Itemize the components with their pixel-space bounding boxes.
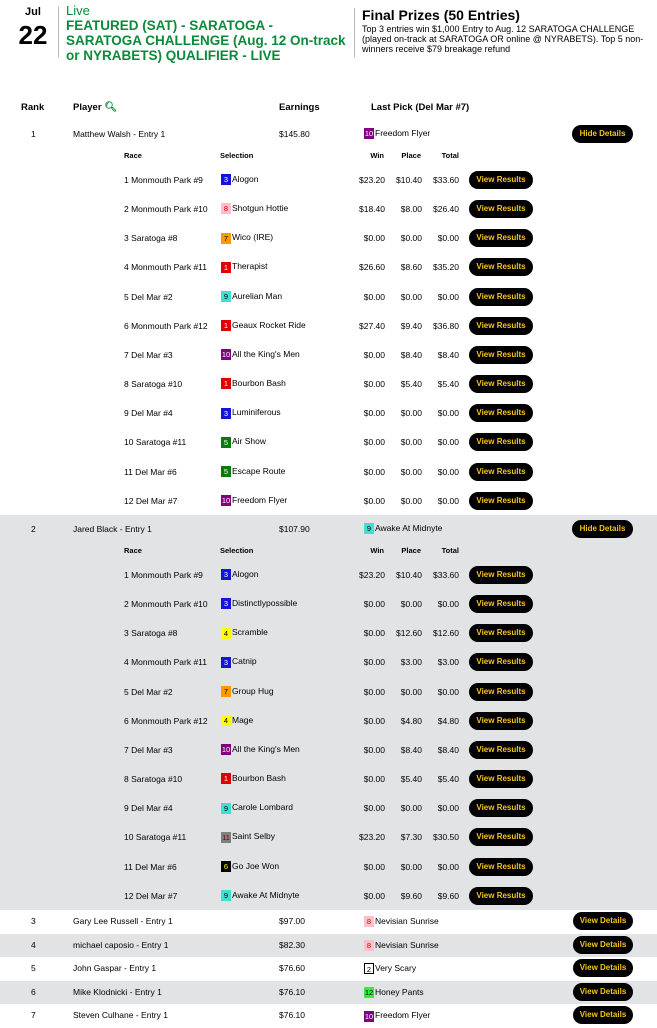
selection (221, 802, 293, 813)
program-number-badge: 3 (221, 569, 231, 580)
selection (221, 569, 258, 580)
hide-details-button[interactable]: Hide Details (572, 125, 633, 143)
program-number-badge: 10 (364, 1011, 374, 1021)
selection-name: Freedom Flyer (375, 128, 431, 138)
selection (221, 407, 281, 418)
prizes-info (362, 7, 650, 54)
selection (221, 378, 286, 389)
race-name: 9 Del Mar #4 (124, 408, 173, 419)
place-column-header: Place (401, 546, 421, 555)
total-amount: $12.60 (433, 628, 459, 639)
selection (221, 203, 288, 214)
divider (354, 8, 355, 58)
divider (58, 6, 59, 58)
program-number-badge: 3 (221, 174, 231, 185)
selection (221, 890, 299, 901)
selection-name: Therapist (232, 261, 268, 272)
selection-name: Wico (IRE) (232, 232, 274, 243)
race-name: 7 Del Mar #3 (124, 744, 173, 755)
total-amount: $0.00 (437, 686, 459, 697)
earnings: $76.10 (279, 986, 305, 997)
total-amount: $5.40 (437, 379, 459, 390)
win-column-header: Win (370, 546, 384, 555)
view-results-button[interactable]: View Results (469, 858, 533, 876)
race-name: 6 Monmouth Park #12 (124, 715, 208, 726)
selection (221, 744, 300, 755)
player-name: Steven Culhane - Entry 1 (73, 1010, 168, 1021)
program-number-badge: 9 (221, 890, 231, 901)
standings-row (0, 515, 657, 910)
player-name: John Gaspar - Entry 1 (73, 963, 157, 974)
player-name: michael caposio - Entry 1 (73, 939, 169, 950)
selection (364, 916, 439, 927)
selection-name: Nevisian Sunrise (375, 916, 439, 926)
program-number-badge: 10 (221, 496, 231, 505)
rank: 4 (31, 939, 36, 950)
selection-name: Group Hug (232, 685, 274, 696)
place-amount: $0.00 (400, 466, 422, 477)
view-results-button[interactable]: View Results (469, 653, 533, 671)
view-results-button[interactable]: View Results (469, 171, 533, 189)
win-amount: $0.00 (363, 890, 385, 901)
selection-name: Awake At Midnyte (375, 523, 443, 533)
selection (364, 1010, 430, 1021)
place-amount: $0.00 (400, 408, 422, 419)
selection (364, 523, 442, 534)
event-date (12, 6, 54, 49)
view-results-button[interactable]: View Results (469, 200, 533, 218)
win-amount: $0.00 (363, 774, 385, 785)
program-number-badge: 1 (221, 262, 231, 273)
selection-name: Bourbon Bash (232, 378, 286, 389)
win-amount: $0.00 (363, 715, 385, 726)
program-number-badge: 7 (221, 686, 231, 697)
selection-name: Awake At Midnyte (232, 889, 300, 900)
win-amount: $0.00 (363, 408, 385, 419)
total-amount: $35.20 (433, 262, 459, 273)
selection (221, 773, 286, 784)
selection-name: Luminiferous (232, 407, 281, 418)
selection (221, 831, 275, 842)
total-amount: $0.00 (437, 803, 459, 814)
total-amount: $0.00 (437, 291, 459, 302)
rank: 1 (31, 129, 36, 139)
race-name: 11 Del Mar #6 (124, 466, 177, 477)
last-pick-header: Last Pick (Del Mar #7) (371, 102, 470, 113)
race-name: 9 Del Mar #4 (124, 803, 173, 814)
place-amount: $3.00 (400, 657, 422, 668)
race-name: 3 Saratoga #8 (124, 628, 178, 639)
race-name: 5 Del Mar #2 (124, 686, 173, 697)
place-amount: $9.40 (400, 320, 422, 331)
total-column-header: Total (441, 151, 459, 160)
win-amount: $0.00 (363, 233, 385, 244)
selection (221, 291, 282, 302)
place-amount: $4.80 (400, 715, 422, 726)
player-name: Matthew Walsh - Entry 1 (73, 129, 166, 139)
race-name: 4 Monmouth Park #11 (124, 657, 207, 668)
earnings: $145.80 (279, 129, 310, 139)
rank: 6 (31, 986, 36, 997)
selection-name: Alogon (232, 174, 259, 184)
event-header (0, 0, 657, 80)
selection (221, 495, 287, 506)
place-amount: $9.60 (400, 890, 422, 901)
standings-row (0, 1004, 657, 1028)
selection (364, 128, 430, 139)
place-amount: $12.60 (396, 628, 422, 639)
hide-details-button[interactable]: Hide Details (572, 520, 633, 538)
total-column-header: Total (441, 546, 459, 555)
program-number-badge: 1 (221, 378, 231, 389)
selection-name: Aurelian Man (232, 290, 283, 301)
total-amount: $8.40 (437, 349, 459, 360)
win-amount: $0.00 (363, 437, 385, 448)
race-name: 1 Monmouth Park #9 (124, 175, 203, 185)
selection-name: Catnip (232, 656, 257, 667)
selection-name: Shotgun Hottie (232, 203, 289, 214)
earnings: $82.30 (279, 939, 305, 950)
win-amount: $0.00 (363, 349, 385, 360)
program-number-badge: 4 (221, 628, 231, 639)
view-results-button[interactable]: View Results (469, 624, 533, 642)
program-number-badge: 4 (221, 715, 231, 726)
standings-row (0, 120, 657, 515)
selection (221, 686, 274, 697)
race-column-header: Race (124, 546, 142, 555)
win-amount: $0.00 (363, 291, 385, 302)
win-amount: $0.00 (363, 379, 385, 390)
race-name: 2 Monmouth Park #10 (124, 204, 208, 215)
place-amount: $7.30 (400, 832, 422, 843)
win-amount: $0.00 (363, 803, 385, 814)
player-name: Gary Lee Russell - Entry 1 (73, 916, 173, 926)
win-amount: $27.40 (359, 320, 385, 331)
selection-name: Geaux Rocket Ride (232, 319, 306, 330)
total-amount: $26.40 (433, 204, 459, 215)
view-details-button[interactable]: View Details (573, 936, 633, 954)
view-results-button[interactable]: View Results (469, 288, 533, 306)
rank: 3 (31, 916, 36, 926)
place-amount: $0.00 (400, 495, 422, 506)
selection (364, 940, 439, 951)
place-amount: $10.40 (396, 175, 422, 185)
rank: 5 (31, 963, 36, 974)
player-name: Mike Klodnicki - Entry 1 (73, 986, 162, 997)
selection-name: Air Show (232, 436, 267, 447)
total-amount: $30.50 (433, 832, 459, 843)
program-number-badge: 3 (221, 598, 231, 609)
place-amount: $0.00 (400, 291, 422, 302)
selection-name: Carole Lombard (232, 802, 293, 813)
rank-header: Rank (21, 102, 45, 113)
program-number-badge: 5 (221, 437, 231, 448)
selection-name: Very Scary (375, 963, 417, 974)
place-column-header: Place (401, 151, 421, 160)
standings-row (0, 981, 657, 1005)
race-name: 10 Saratoga #11 (124, 437, 187, 448)
view-results-button[interactable]: View Results (469, 317, 533, 335)
player-header (73, 102, 117, 116)
live-status: Live (66, 3, 90, 18)
race-name: 11 Del Mar #6 (124, 861, 177, 872)
win-amount: $23.20 (359, 175, 385, 185)
selection (221, 436, 266, 447)
view-results-button[interactable]: View Results (469, 741, 533, 759)
total-amount: $4.80 (437, 715, 459, 726)
view-results-button[interactable]: View Results (469, 463, 533, 481)
race-name: 6 Monmouth Park #12 (124, 320, 208, 331)
view-results-button[interactable]: View Results (469, 712, 533, 730)
place-amount: $8.40 (400, 349, 422, 360)
race-name: 1 Monmouth Park #9 (124, 570, 203, 580)
win-amount: $26.60 (359, 262, 385, 273)
program-number-badge: 8 (221, 203, 231, 214)
view-details-button[interactable]: View Details (573, 1006, 633, 1024)
selection-name: Mage (232, 714, 254, 725)
view-results-button[interactable]: View Results (469, 770, 533, 788)
selection-name: Freedom Flyer (375, 1010, 431, 1021)
standings-row (0, 934, 657, 958)
win-amount: $23.20 (359, 832, 385, 843)
view-results-button[interactable]: View Results (469, 828, 533, 846)
selection (221, 232, 273, 243)
place-amount: $0.00 (400, 599, 422, 610)
win-amount: $0.00 (363, 599, 385, 610)
rank: 7 (31, 1010, 36, 1021)
place-amount: $0.00 (400, 861, 422, 872)
program-number-badge: 9 (364, 523, 374, 534)
event-day: 22 (18, 20, 48, 50)
selection (221, 466, 285, 477)
selection-name: Nevisian Sunrise (375, 939, 439, 950)
view-details-button[interactable]: View Details (573, 983, 633, 1001)
program-number-badge: 1 (221, 320, 231, 331)
total-amount: $9.60 (437, 890, 459, 901)
view-results-button[interactable]: View Results (469, 258, 533, 276)
selection (221, 261, 267, 272)
earnings: $76.60 (279, 963, 305, 974)
selection (364, 987, 424, 998)
view-results-button[interactable]: View Results (469, 229, 533, 247)
selection (221, 598, 297, 609)
prizes-title: Final Prizes (50 Entries) (362, 7, 520, 23)
program-number-badge: 10 (364, 129, 374, 139)
search-icon[interactable]: 🔍︎ (104, 102, 118, 113)
win-amount: $0.00 (363, 861, 385, 872)
view-results-button[interactable]: View Results (469, 887, 533, 905)
race-name: 12 Del Mar #7 (124, 495, 178, 506)
place-amount: $5.40 (400, 774, 422, 785)
earnings: $107.90 (279, 524, 310, 534)
place-amount: $0.00 (400, 437, 422, 448)
total-amount: $5.40 (437, 774, 459, 785)
win-amount: $0.00 (363, 686, 385, 697)
standings-row (0, 957, 657, 981)
race-column-header: Race (124, 151, 142, 160)
race-name: 8 Saratoga #10 (124, 379, 183, 390)
selection-name: Honey Pants (375, 986, 424, 997)
win-amount: $0.00 (363, 628, 385, 639)
race-name: 4 Monmouth Park #11 (124, 262, 207, 273)
selection (221, 174, 258, 185)
program-number-badge: 9 (221, 803, 231, 814)
event-title: FEATURED (SAT) - SARATOGA - SARATOGA CHALLENGE (Aug. 12 On-track or NYRABETS) QUALIFIER - LIVE (66, 18, 346, 63)
place-amount: $5.40 (400, 379, 422, 390)
win-amount: $18.40 (359, 204, 385, 215)
place-amount: $0.00 (400, 686, 422, 697)
event-month: Jul (25, 6, 41, 18)
program-number-badge: 9 (221, 291, 231, 302)
place-amount: $10.40 (396, 570, 422, 580)
program-number-badge: 5 (221, 466, 231, 477)
total-amount: $3.00 (437, 657, 459, 668)
view-results-button[interactable]: View Results (469, 566, 533, 584)
total-amount: $8.40 (437, 744, 459, 755)
place-amount: $0.00 (400, 233, 422, 244)
race-name: 7 Del Mar #3 (124, 349, 173, 360)
total-amount: $33.60 (433, 175, 459, 185)
player-name: Jared Black - Entry 1 (73, 524, 152, 534)
total-amount: $0.00 (437, 861, 459, 872)
program-number-badge: 10 (221, 745, 231, 755)
view-results-button[interactable]: View Results (469, 375, 533, 393)
selection-name: All the King's Men (232, 348, 300, 359)
view-results-button[interactable]: View Results (469, 346, 533, 364)
program-number-badge: 7 (221, 233, 231, 244)
earnings: $97.00 (279, 916, 305, 926)
place-amount: $8.60 (400, 262, 422, 273)
earnings: $76.10 (279, 1010, 305, 1021)
program-number-badge: 8 (364, 916, 374, 927)
total-amount: $0.00 (437, 495, 459, 506)
selection-name: Escape Route (232, 465, 286, 476)
view-results-button[interactable]: View Results (469, 492, 533, 510)
selection-name: Distinctlypossible (232, 598, 298, 609)
program-number-badge: 2 (364, 963, 374, 974)
race-name: 2 Monmouth Park #10 (124, 599, 208, 610)
race-name: 8 Saratoga #10 (124, 774, 183, 785)
place-amount: $8.00 (400, 204, 422, 215)
earnings-header: Earnings (279, 102, 320, 113)
view-results-button[interactable]: View Results (469, 683, 533, 701)
selection-column-header: Selection (220, 151, 254, 160)
total-amount: $0.00 (437, 599, 459, 610)
selection-name: All the King's Men (232, 743, 300, 754)
race-name: 12 Del Mar #7 (124, 890, 178, 901)
race-name: 5 Del Mar #2 (124, 291, 173, 302)
prizes-description: Top 3 entries win $1,000 Entry to Aug. 12 SARATOGA CHALLENGE (played on-track at SARATOGA OR online @ NYRABETS). Top 5 non-winners receive $79 breakage refund (362, 24, 644, 54)
win-amount: $0.00 (363, 466, 385, 477)
win-amount: $0.00 (363, 495, 385, 506)
selection (221, 627, 268, 638)
program-number-badge: 11 (222, 832, 230, 842)
selection-name: Alogon (232, 569, 259, 579)
selection-column-header: Selection (220, 546, 254, 555)
selection (221, 656, 257, 667)
selection (364, 963, 416, 974)
selection-name: Scramble (232, 627, 268, 638)
selection-name: Bourbon Bash (232, 773, 286, 784)
selection (221, 349, 300, 360)
selection (221, 861, 279, 872)
program-number-badge: 6 (221, 861, 231, 872)
standings-row (0, 910, 657, 934)
total-amount: $0.00 (437, 437, 459, 448)
view-results-button[interactable]: View Results (469, 433, 533, 451)
view-details-button[interactable]: View Details (573, 912, 633, 930)
selection (221, 715, 253, 726)
total-amount: $33.60 (433, 570, 459, 580)
player-header-label: Player (73, 102, 102, 113)
win-amount: $0.00 (363, 657, 385, 668)
selection (221, 320, 306, 331)
view-results-button[interactable]: View Results (469, 595, 533, 613)
program-number-badge: 1 (221, 773, 231, 784)
program-number-badge: 10 (221, 350, 231, 360)
view-details-button[interactable]: View Details (573, 959, 633, 977)
total-amount: $0.00 (437, 233, 459, 244)
program-number-badge: 12 (364, 988, 374, 998)
event-info (66, 3, 351, 63)
total-amount: $36.80 (433, 320, 459, 331)
win-column-header: Win (370, 151, 384, 160)
program-number-badge: 3 (221, 657, 231, 668)
place-amount: $0.00 (400, 803, 422, 814)
selection-name: Freedom Flyer (232, 494, 288, 505)
view-results-button[interactable]: View Results (469, 404, 533, 422)
race-name: 10 Saratoga #11 (124, 832, 187, 843)
total-amount: $0.00 (437, 466, 459, 477)
win-amount: $0.00 (363, 744, 385, 755)
program-number-badge: 3 (221, 408, 231, 419)
place-amount: $8.40 (400, 744, 422, 755)
program-number-badge: 8 (364, 940, 374, 951)
view-results-button[interactable]: View Results (469, 799, 533, 817)
selection-name: Go Joe Won (232, 860, 280, 871)
rank: 2 (31, 524, 36, 534)
total-amount: $0.00 (437, 408, 459, 419)
race-name: 3 Saratoga #8 (124, 233, 178, 244)
selection-name: Saint Selby (232, 831, 275, 842)
win-amount: $23.20 (359, 570, 385, 580)
